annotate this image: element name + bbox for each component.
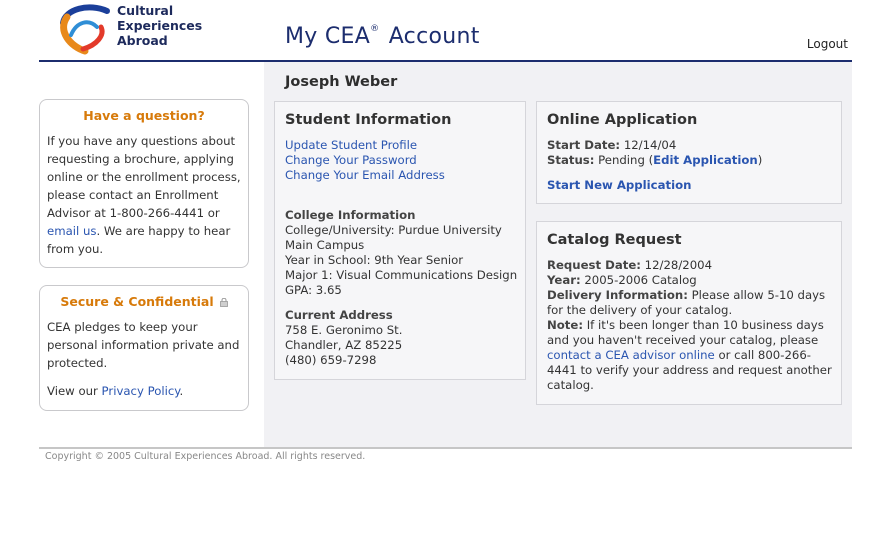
delivery-line: for the delivery of your catalog. bbox=[547, 303, 733, 317]
catalog-request-panel bbox=[536, 221, 842, 405]
college-line: College/University: Purdue University bbox=[285, 223, 502, 237]
cea-logo-icon bbox=[49, 1, 115, 56]
note-line: 4441 to verify your address and request another bbox=[547, 363, 832, 377]
start-date-value: 12/14/04 bbox=[623, 138, 677, 152]
change-email-link[interactable]: Change Your Email Address bbox=[285, 168, 445, 182]
address-line: (480) 659-7298 bbox=[285, 353, 377, 367]
status-value: Pending ( bbox=[598, 153, 654, 167]
status-label: Status: bbox=[547, 153, 595, 167]
address-heading: Current Address bbox=[285, 308, 393, 322]
panel-title: Online Application bbox=[547, 112, 698, 128]
logo-line: Abroad bbox=[117, 33, 168, 48]
title-prefix: My CEA bbox=[285, 24, 371, 49]
contact-advisor-link[interactable]: contact a CEA advisor online bbox=[547, 348, 715, 362]
secure-title-text: Secure & Confidential bbox=[60, 294, 214, 309]
start-new-application-link[interactable]: Start New Application bbox=[547, 178, 692, 192]
question-text bbox=[47, 132, 241, 258]
question-body: If you have any questions about requesting a brochure, applying online or the enrollment process, please contact an Enrollment Advisor at 1-800-266-4441 or bbox=[47, 134, 241, 220]
note-value: If it's been longer than 10 business days bbox=[586, 318, 824, 332]
privacy-line bbox=[47, 382, 241, 400]
footer-divider bbox=[39, 447, 852, 449]
panel-title: Catalog Request bbox=[547, 232, 682, 248]
note-line: catalog. bbox=[547, 378, 594, 392]
privacy-policy-link[interactable]: Privacy Policy bbox=[101, 384, 180, 398]
college-line: GPA: 3.65 bbox=[285, 283, 342, 297]
start-date-label: Start Date: bbox=[547, 138, 621, 152]
registered-mark: ® bbox=[370, 24, 380, 34]
privacy-prefix: View our bbox=[47, 384, 98, 398]
status-close: ) bbox=[757, 153, 763, 167]
student-name: Joseph Weber bbox=[285, 74, 398, 90]
question-box bbox=[39, 99, 249, 268]
online-application-panel bbox=[536, 101, 842, 204]
college-line: Major 1: Visual Communications Design bbox=[285, 268, 518, 282]
secure-box bbox=[39, 285, 249, 411]
copyright-text: Copyright © 2005 Cultural Experiences Abroad. All rights reserved. bbox=[45, 451, 366, 462]
college-heading: College Information bbox=[285, 208, 416, 222]
note-line: or call 800-266- bbox=[718, 348, 811, 362]
request-date-value: 12/28/2004 bbox=[644, 258, 713, 272]
address-line: 758 E. Geronimo St. bbox=[285, 323, 403, 337]
privacy-suffix: . bbox=[179, 384, 184, 398]
panel-title: Student Information bbox=[285, 112, 452, 128]
logout-link[interactable]: Logout bbox=[806, 37, 848, 51]
college-line: Main Campus bbox=[285, 238, 365, 252]
update-profile-link[interactable]: Update Student Profile bbox=[285, 138, 418, 152]
year-value: 2005-2006 Catalog bbox=[584, 273, 697, 287]
question-title: Have a question? bbox=[83, 108, 205, 123]
student-information-panel bbox=[274, 101, 526, 380]
request-date-label: Request Date: bbox=[547, 258, 641, 272]
note-label: Note: bbox=[547, 318, 583, 332]
page-header bbox=[39, 0, 852, 60]
college-line: Year in School: 9th Year Senior bbox=[285, 253, 464, 267]
edit-application-link[interactable]: Edit Application bbox=[653, 153, 758, 167]
year-label: Year: bbox=[547, 273, 581, 287]
logo-wordmark bbox=[117, 3, 202, 48]
title-suffix: Account bbox=[388, 24, 480, 49]
question-body-end: . We are happy to hear from you. bbox=[47, 224, 231, 256]
logo-line: Cultural bbox=[117, 3, 174, 18]
email-us-link[interactable]: email us bbox=[47, 224, 97, 238]
change-password-link[interactable]: Change Your Password bbox=[285, 153, 417, 167]
secure-title bbox=[47, 294, 241, 309]
delivery-value: Please allow 5-10 days bbox=[691, 288, 826, 302]
address-line: Chandler, AZ 85225 bbox=[285, 338, 403, 352]
note-line: and you haven't received your catalog, please bbox=[547, 333, 819, 347]
cea-logo[interactable] bbox=[49, 1, 209, 56]
logo-line: Experiences bbox=[117, 18, 203, 33]
secure-text: CEA pledges to keep your personal information private and protected. bbox=[47, 320, 240, 370]
lock-icon bbox=[220, 298, 228, 307]
page-title bbox=[285, 24, 480, 49]
delivery-label: Delivery Information: bbox=[547, 288, 688, 302]
